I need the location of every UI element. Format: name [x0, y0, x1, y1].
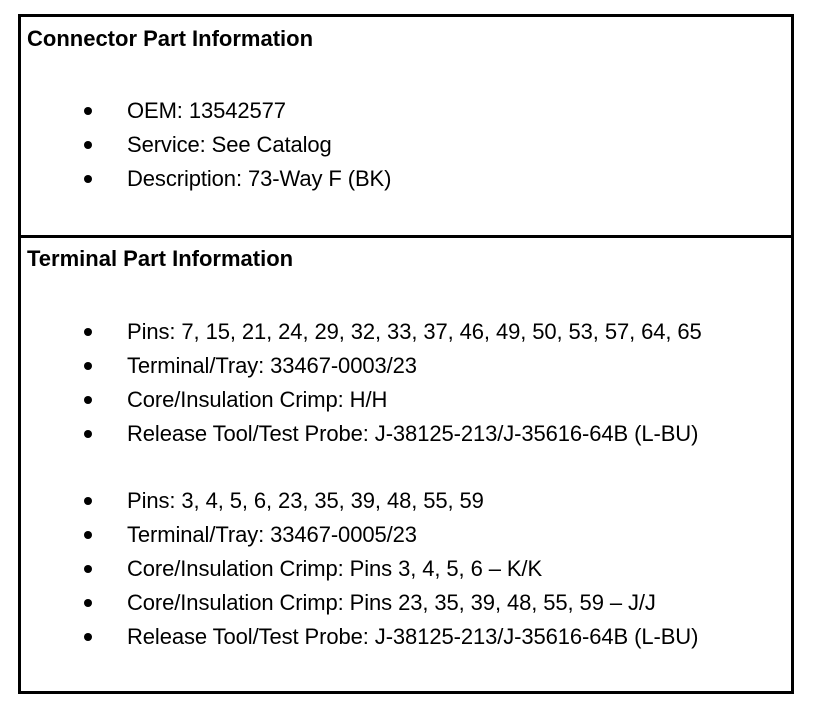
item-text: Terminal/Tray: 33467-0003/23	[127, 353, 417, 378]
terminal-section	[21, 238, 791, 691]
item-text: Core/Insulation Crimp: H/H	[127, 387, 388, 412]
bullet-icon	[84, 396, 92, 404]
item-text: Release Tool/Test Probe: J-38125-213/J-35616-64B (L-BU)	[127, 624, 699, 649]
bullet-icon	[84, 175, 92, 183]
bullet-icon	[84, 430, 92, 438]
item-text: Pins: 3, 4, 5, 6, 23, 35, 39, 48, 55, 59	[127, 488, 484, 513]
bullet-icon	[84, 107, 92, 115]
item-text: Terminal/Tray: 33467-0005/23	[127, 522, 417, 547]
bullet-icon	[84, 141, 92, 149]
bullet-icon	[84, 362, 92, 370]
item-text: Description: 73-Way F (BK)	[127, 166, 392, 191]
bullet-icon	[84, 565, 92, 573]
connector-heading: Connector Part Information	[27, 26, 314, 51]
terminal-heading: Terminal Part Information	[27, 246, 294, 271]
bullet-icon	[84, 531, 92, 539]
bullet-icon	[84, 328, 92, 336]
item-text: Service: See Catalog	[127, 132, 332, 157]
item-text: Release Tool/Test Probe: J-38125-213/J-35616-64B (L-BU)	[127, 421, 699, 446]
item-text: Core/Insulation Crimp: Pins 23, 35, 39, 48, 55, 59 – J/J	[127, 590, 656, 615]
item-text: Core/Insulation Crimp: Pins 3, 4, 5, 6 – K/K	[127, 556, 543, 581]
bullet-icon	[84, 633, 92, 641]
connector-section	[21, 17, 791, 238]
bullet-icon	[84, 599, 92, 607]
bullet-icon	[84, 497, 92, 505]
item-text: Pins: 7, 15, 21, 24, 29, 32, 33, 37, 46, 49, 50, 53, 57, 64, 65	[127, 319, 702, 344]
item-text: OEM: 13542577	[127, 98, 286, 123]
part-info-table	[18, 14, 794, 694]
